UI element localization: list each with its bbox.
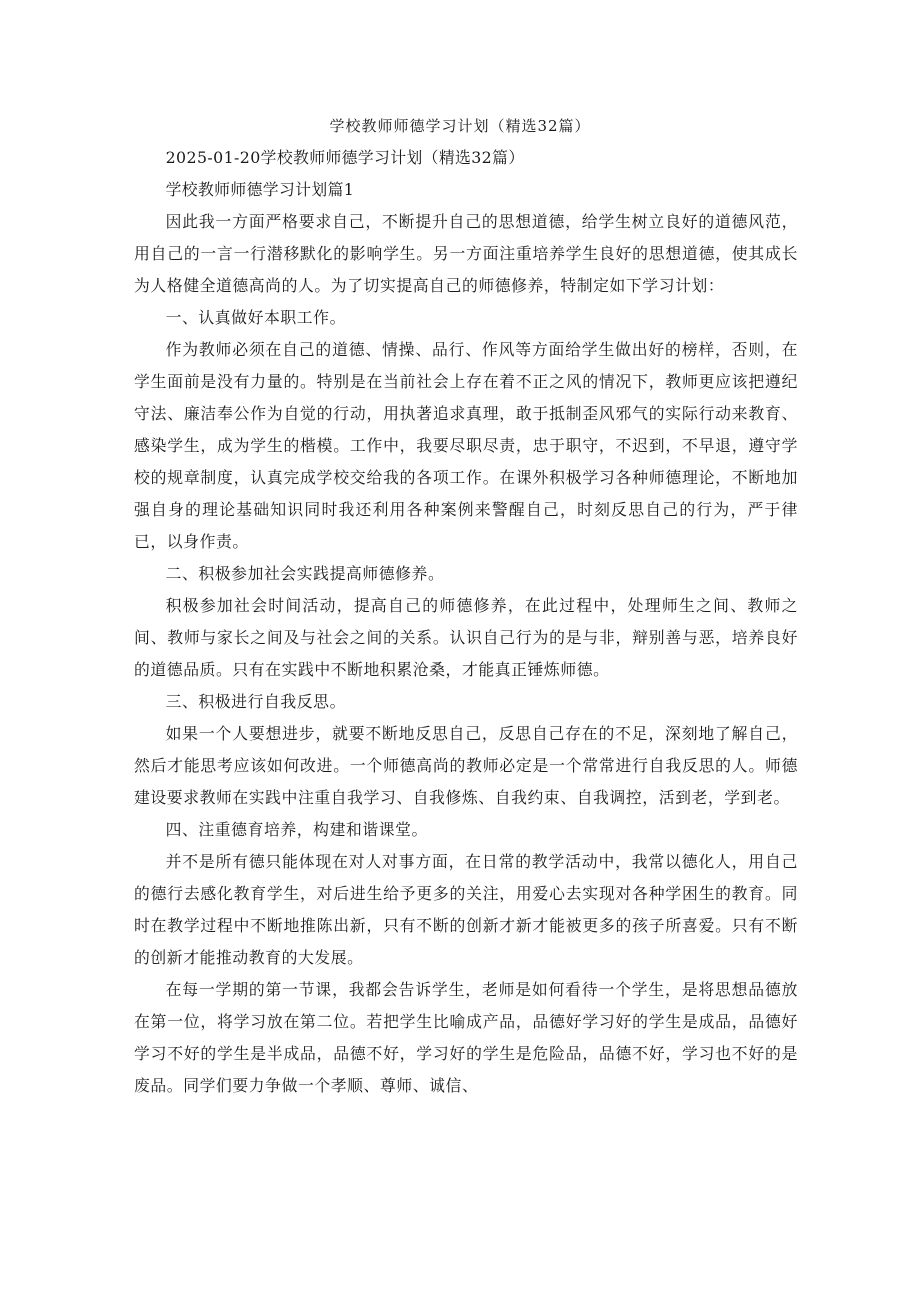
body-paragraph: 积极参加社会时间活动，提高自己的师德修养，在此过程中，处理师生之间、教师之间、教师与家长之间及与社会之间的关系。认识自己行为的是与非，辩别善与恶，培养良好的道德品质。只有在实践中不断地积累沧桑，才能真正锤炼师德。 <box>134 596 798 679</box>
section-heading: 三、积极进行自我反思。 <box>165 692 346 711</box>
section-heading: 学校教师师德学习计划篇1 <box>165 180 355 199</box>
document-date-line: 2025-01-20学校教师师德学习计划（精选32篇） <box>165 148 525 167</box>
body-paragraph: 并不是所有德只能体现在对人对事方面，在日常的教学活动中，我常以德化人，用自己的德行去感化教育学生，对后进生给予更多的关注，用爱心去实现对各种学困生的教育。同时在教学过程中不断地推陈出新，只有不断的创新才新才能被更多的孩子所喜爱。只有不断的创新才能推动教育的大发展。 <box>134 852 798 967</box>
document-body <box>134 142 798 1102</box>
body-paragraph: 在每一学期的第一节课，我都会告诉学生，老师是如何看待一个学生，是将思想品德放在第一位，将学习放在第二位。若把学生比喻成产品，品德好学习好的学生是成品，品德好学习不好的学生是半成品，品德不好，学习好的学生是危险品，品德不好，学习也不好的是废品。同学们要力争做一个孝顺、尊师、诚信、 <box>134 980 798 1095</box>
section-heading: 二、积极参加社会实践提高师德修养。 <box>165 564 445 583</box>
body-paragraph: 如果一个人要想进步，就要不断地反思自己，反思自己存在的不足，深刻地了解自己，然后才能思考应该如何改进。一个师德高尚的教师必定是一个常常进行自我反思的人。师德建设要求教师在实践中注重自我学习、自我修炼、自我约束、自我调控，活到老，学到老。 <box>134 724 798 807</box>
body-paragraph: 因此我一方面严格要求自己，不断提升自己的思想道德，给学生树立良好的道德风范，用自己的一言一行潜移默化的影响学生。另一方面注重培养学生良好的思想道德，使其成长为人格健全道德高尚的人。为了切实提高自己的师德修养，特制定如下学习计划： <box>134 212 798 295</box>
body-paragraph: 作为教师必须在自己的道德、情操、品行、作风等方面给学生做出好的榜样，否则，在学生面前是没有力量的。特别是在当前社会上存在着不正之风的情况下，教师更应该把遵纪守法、廉洁奉公作为自觉的行动，用执著追求真理，敢于抵制歪风邪气的实际行动来教育、感染学生，成为学生的楷模。工作中，我要尽职尽责，忠于职守，不迟到，不早退，遵守学校的规章制度，认真完成学校交给我的各项工作。在课外积极学习各种师德理论，不断地加强自身的理论基础知识同时我还利用各种案例来警醒自己，时刻反思自己的行为，严于律已，以身作责。 <box>134 340 798 551</box>
document-title: 学校教师师德学习计划（精选32篇） <box>329 117 591 135</box>
section-heading: 一、认真做好本职工作。 <box>165 308 346 327</box>
section-heading: 四、注重德育培养，构建和谐课堂。 <box>165 820 428 839</box>
